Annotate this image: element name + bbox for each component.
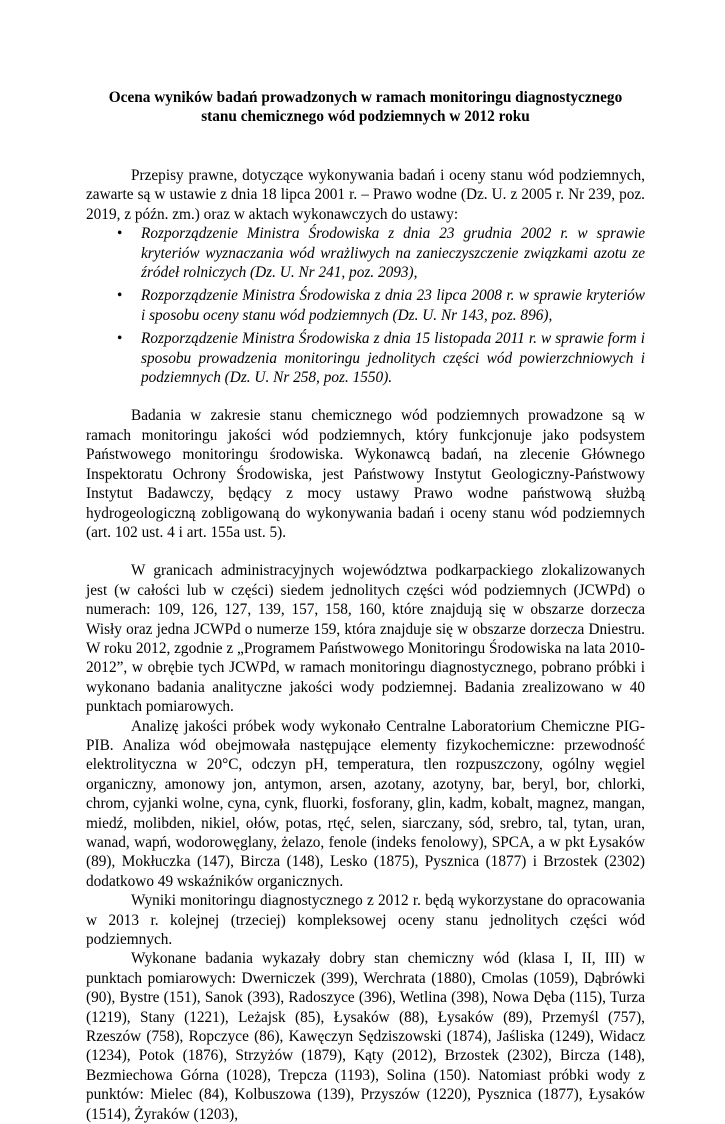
list-item xyxy=(117,224,645,282)
intro-paragraph: Przepisy prawne, dotyczące wykonywania badań i oceny stanu wód podziemnych, zawarte są w ustawie z dnia 18 lipca 2001 r. – Prawo wodne (Dz. U. z 2005 r. Nr 239, poz. 2019, z późn. zm.) oraz w aktach wykonawczych do ustawy: xyxy=(86,167,645,223)
list-item xyxy=(117,329,645,387)
regulation-text: Rozporządzenie Ministra Środowiska z dnia 23 lipca 2008 r. w sprawie kryteriów i sposobu oceny stanu wód podziemnych (Dz. U. Nr 143, poz. 896), xyxy=(141,287,645,324)
bullet-icon: • xyxy=(117,225,123,243)
regulation-text: Rozporządzenie Ministra Środowiska z dnia 23 grudnia 2002 r. w sprawie kryteriów wyznaczania wód wrażliwych na zanieczyszczenie związkami azotu ze źródeł rolniczych (Dz. U. Nr 241, poz. 2093), xyxy=(141,225,645,282)
document-title xyxy=(86,88,645,126)
regulation-text: Rozporządzenie Ministra Środowiska z dnia 15 listopada 2011 r. w sprawie form i sposobu prowadzenia monitoringu jednolitych części wód powierzchniowych i podziemnych (Dz. U. Nr 258, poz. 1550). xyxy=(141,330,645,387)
title-line-1: Ocena wyników badań prowadzonych w ramach monitoringu diagnostycznego xyxy=(108,89,623,106)
paragraph-results-use: Wyniki monitoringu diagnostycznego z 2012 r. będą wykorzystane do opracowania w 2013 r. kolejnej (trzeciej) kompleksowej oceny stanu jednolitych części wód podziemnych. xyxy=(86,892,645,949)
paragraph-results-status: Wykonane badania wykazały dobry stan chemiczny wód (klasa I, II, III) w punktach pomiarowych: Dwerniczek (399), Werchrata (1880), Cmolas (1059), Dąbrówki (90), Bystre (151), Sanok (393), Radoszyce (396), Wetlina (398), Nowa Dęba (115), Turza (1219), Stany (1221), Leżajsk (85), Łysaków (88), Łysaków (89), Przemyśl (757), Rzeszów (758), Ropczyce (86), Kawęczyn Sędziszowski (1874), Jaśliska (1249), Widacz (1234), Potok (1876), Strzyżów (1879), Kąty (2012), Brzostek (2302), Bircza (148), Bezmiechowa Górna (1028), Trepcza (1193), Solina (150). Natomiast próbki wody z punktów: Mielec (84), Kolbuszowa (139), Przyszów (1220), Pysznica (1877), Łysaków (1514), Żyraków (1203), xyxy=(86,950,645,1123)
paragraph-analysis-scope: Analizę jakości próbek wody wykonało Centralne Laboratorium Chemiczne PIG-PIB. Analiza wód obejmowała następujące elementy fizykochemiczne: przewodność elektrolityczna w 20°C, odczyn pH, temperatura, tlen rozpuszczony, ogólny węgiel organiczny, amonowy jon, antymon, arsen, azotany, azotyny, bar, beryl, bor, chlorki, chrom, cyjanki wolne, cyna, cynk, fluorki, fosforany, glin, kadm, kobalt, magnez, mangan, miedź, molibden, nikiel, ołów, potas, rtęć, selen, siarczany, sód, srebro, tal, tytan, uran, wanad, wapń, wodorowęglany, żelazo, fenole (indeks fenolowy), SPCA, a w pkt Łysaków (89), Mokłuczka (147), Bircza (148), Lesko (1875), Pysznica (1877) i Brzostek (2302) dodatkowo 49 wskaźników organicznych. xyxy=(86,717,645,890)
paragraph-groundwater-bodies: W granicach administracyjnych województwa podkarpackiego zlokalizowanych jest (w całości lub w części) siedem jednolitych części wód podziemnych (JCWPd) o numerach: 109, 126, 127, 139, 157, 158, 160, które znajdują się w obszarze dorzecza Wisły oraz jedna JCWPd o numerze 159, która znajduje się w obszarze dorzecza Dniestru. W roku 2012, zgodnie z „Programem Państwowego Monitoringu Środowiska na lata 2010-2012”, w obrębie tych JCWPd, w ramach monitoringu diagnostycznego, pobrano próbki i wykonano badania analityczne jakości wody podziemnej. Badania zrealizowano w 40 punktach pomiarowych. xyxy=(86,562,645,716)
bullet-icon: • xyxy=(117,287,123,305)
paragraph-monitoring-system: Badania w zakresie stanu chemicznego wód podziemnych prowadzone są w ramach monitoringu jakości wód podziemnych, który funkcjonuje jako podsystem Państwowego monitoringu środowiska. Wykonawcą badań, na zlecenie Głównego Inspektoratu Ochrony Środowiska, jest Państwowy Instytut Geologiczny-Państwowy Instytut Badawczy, będący z mocy ustawy Prawo wodne państwową służbą hydrogeologiczną zobligowaną do wykonywania badań i oceny stanu wód podziemnych (art. 102 ust. 4 i art. 155a ust. 5). xyxy=(86,407,645,541)
title-line-2: stanu chemicznego wód podziemnych w 2012 roku xyxy=(201,108,530,125)
regulations-list xyxy=(86,224,645,387)
list-item xyxy=(117,286,645,325)
bullet-icon: • xyxy=(117,330,123,348)
